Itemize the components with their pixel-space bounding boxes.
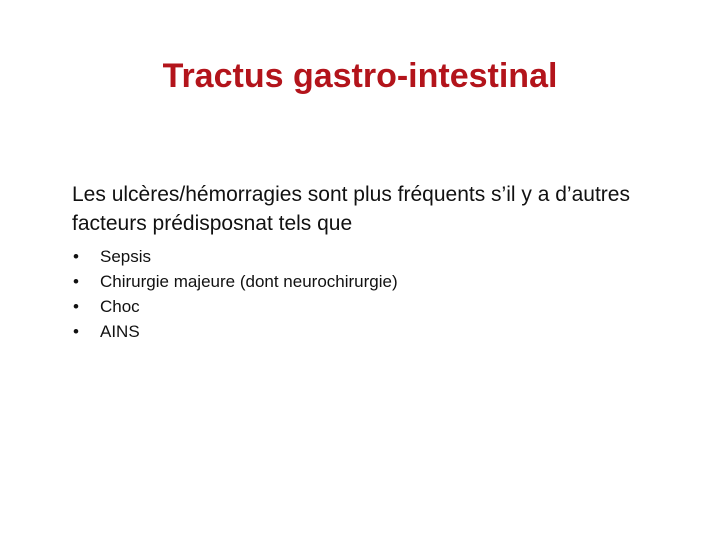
list-item xyxy=(72,294,672,319)
list-item-text: AINS xyxy=(100,322,140,341)
list-item xyxy=(72,244,672,269)
list-item-text: Sepsis xyxy=(100,247,152,266)
list-item xyxy=(72,269,672,294)
list-item xyxy=(72,319,672,344)
intro-text: Les ulcères/hémorragies sont plus fréquents s’il y a d’autres facteurs prédisposnat tels que xyxy=(72,183,630,235)
bullet-icon: • xyxy=(73,247,79,266)
slide-title: Tractus gastro-intestinal xyxy=(162,57,558,95)
bullet-list xyxy=(72,244,672,344)
list-item-text: Chirurgie majeure (dont neurochirurgie) xyxy=(100,272,398,291)
bullet-icon: • xyxy=(73,297,79,316)
bullet-icon: • xyxy=(73,322,79,341)
bullet-icon: • xyxy=(73,272,79,291)
slide-body xyxy=(72,180,672,344)
list-item-text: Choc xyxy=(100,297,140,316)
